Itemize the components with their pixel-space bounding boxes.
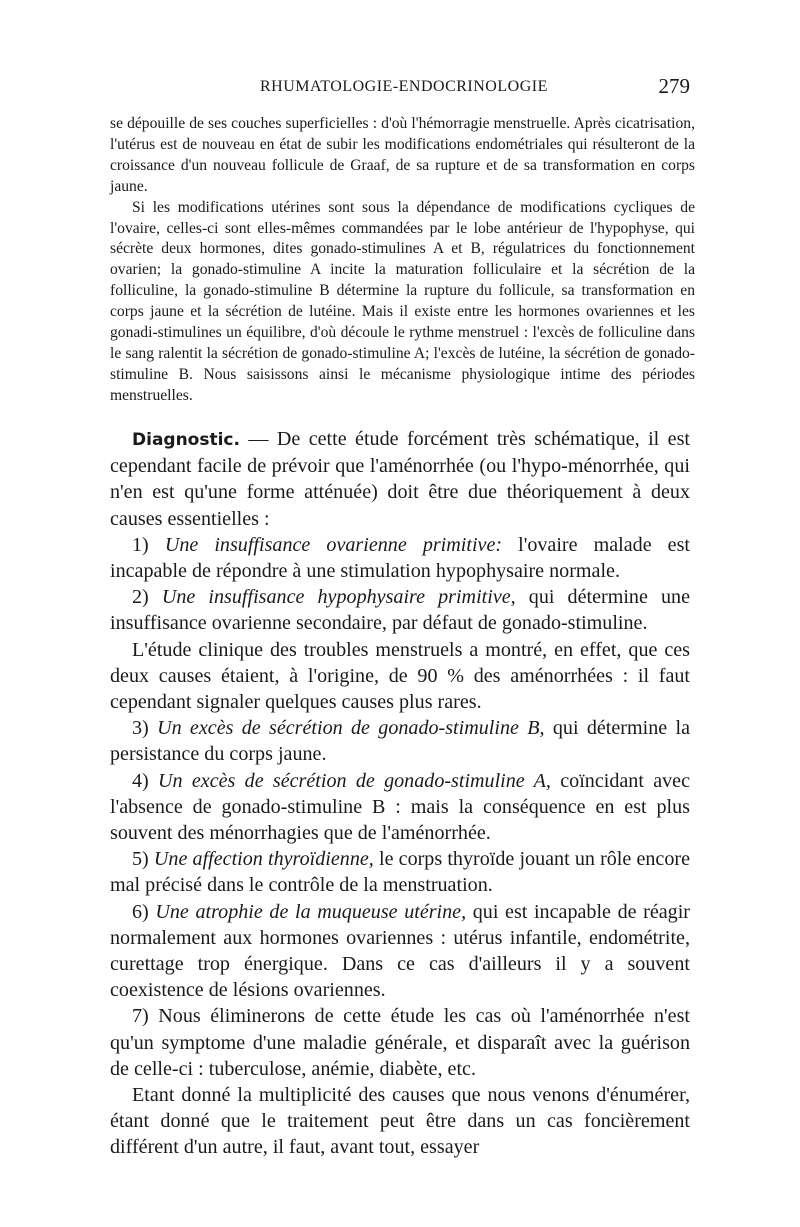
cause-3-number: 3) <box>132 717 158 740</box>
paragraph-final: Etant donné la multiplicité des causes que nous venons d'énumérer, étant donné que le traitement peut être dans un cas foncièrement différent d'un autre, il faut, avant tout, essayer <box>110 1084 690 1159</box>
cause-3 <box>110 715 690 767</box>
cause-4 <box>110 768 690 847</box>
diagnostic-intro-text: — De cette étude forcément très schématique, il est cependant facile de prévoir que l'aménorrhée (ou l'hypo-ménorrhée, qui n'en est qu'une forme atténuée) doit être due théoriquement à deux causes essentielles : <box>110 428 690 530</box>
cause-1-title: Une insuffisance ovarienne primitive: <box>164 533 503 556</box>
diagnostic-section <box>110 426 690 1161</box>
page-header <box>110 74 690 104</box>
cause-4-text: coïncidant avec l'absence de gonado-stimuline B : mais la conséquence en est plus souvent des ménorrhagies que de l'aménorrhée. <box>110 769 691 845</box>
cause-6-number: 6) <box>132 900 156 923</box>
cause-5 <box>110 846 690 898</box>
cause-5-number: 5) <box>132 848 154 871</box>
running-title: RHUMATOLOGIE-ENDOCRINOLOGIE <box>260 78 548 95</box>
cause-4-title: Un excès de sécrétion de gonado-stimuline A, <box>158 769 551 792</box>
cause-6-title: Une atrophie de la muqueuse utérine, <box>155 900 467 923</box>
cause-1-number: 1) <box>132 533 165 556</box>
cause-3-text: qui détermine la persistance du corps jaune. <box>110 717 690 766</box>
paragraph-clinical-study: L'étude clinique des troubles menstruels a montré, en effet, que ces deux causes étaient, à l'origine, de 90 % des aménorrhées : il faut cependant signaler quelques causes plus rares. <box>110 638 690 714</box>
cause-1 <box>110 532 690 584</box>
cause-7: 7) Nous éliminerons de cette étude les cas où l'aménorrhée n'est qu'un symptome d'une maladie générale, et disparaît avec la guérison de celle-ci : tuberculose, anémie, diabète, etc. <box>110 1005 690 1080</box>
paragraph-hormones: Si les modifications utérines sont sous la dépendance de modifications cycliques de l'ovaire, celles-ci sont elles-mêmes commandées par le lobe antérieur de l'hypophyse, qui sécrète deux hormones, dites gonado-stimulines A et B, régulatrices du fonctionnement ovarien; la gonado-stimuline A incite la maturation folliculaire et la sécrétion de la folliculine, la gonado-stimuline B détermine la rupture du follicule, sa transformation en corps jaune et la sécrétion de lutéine. Mais il existe entre les hormones ovariennes et les gonadi-stimulines un équilibre, d'où découle le rythme menstruel : l'excès de folliculine dans le sang ralentit la sécrétion de gonado-stimuline A; l'excès de lutéine, la sécrétion de gonado-stimuline B. Nous saisissons ainsi le mécanisme physiologique intime des périodes menstruelles. <box>110 198 695 404</box>
cause-3-title: Un excès de sécrétion de gonado-stimuline B, <box>157 717 545 740</box>
cause-5-title: Une affection thyroïdienne, <box>153 848 374 871</box>
small-print-section <box>110 114 695 407</box>
cause-6 <box>110 899 690 1004</box>
page-number: 279 <box>658 74 690 98</box>
cause-2-number: 2) <box>132 586 162 609</box>
cause-4-number: 4) <box>132 769 159 792</box>
cause-2-title: Une insuffisance hypophysaire primitive, <box>161 586 516 609</box>
cause-1-text: l'ovaire malade est incapable de répondre à une stimulation hypophysaire normale. <box>110 533 690 583</box>
cause-5-text: le corps thyroïde jouant un rôle encore mal précisé dans le contrôle de la menstruation. <box>110 848 691 897</box>
cause-2 <box>110 584 690 636</box>
cause-6-text: qui est incapable de réagir normalement aux hormones ovariennes : utérus infantile, endométrite, curettage trop énergique. Dans ce cas d'ailleurs il y a souvent coexistence de lésions ovariennes. <box>110 900 690 1002</box>
cause-2-text: qui détermine une insuffisance ovarienne secondaire, par défaut de gonado-stimuline. <box>110 586 690 635</box>
paragraph-diagnostic-intro <box>110 426 690 532</box>
paragraph-menstruation: se dépouille de ses couches superficielles : d'où l'hémorragie menstruelle. Après cicatrisation, l'utérus est de nouveau en état de subir les modifications endométriales qui résulteront de la croissance d'un nouveau follicule de Graaf, de sa rupture et de sa transformation en corps jaune. <box>110 115 695 195</box>
diagnostic-heading: Diagnostic. <box>132 430 240 450</box>
